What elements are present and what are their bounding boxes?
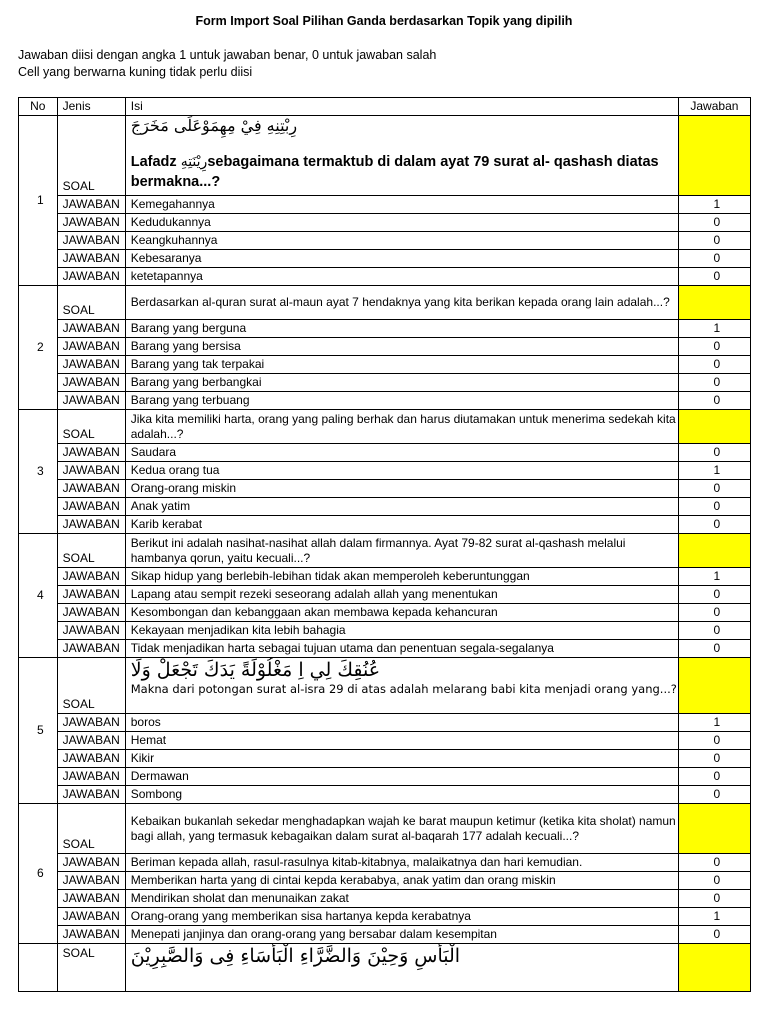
answer-text[interactable]: Saudara <box>125 444 678 462</box>
answer-value[interactable]: 0 <box>678 768 750 786</box>
answer-value[interactable]: 0 <box>678 732 750 750</box>
jawaban-label: JAWABAN <box>57 750 125 768</box>
answer-row <box>19 250 751 268</box>
question-row <box>19 534 751 568</box>
form-title: Form Import Soal Pilihan Ganda berdasarkan Topik yang dipilih <box>195 14 573 28</box>
answer-value[interactable]: 1 <box>678 908 750 926</box>
jawaban-label: JAWABAN <box>57 622 125 640</box>
answer-text[interactable]: Keangkuhannya <box>125 232 678 250</box>
answer-text[interactable]: Anak yatim <box>125 498 678 516</box>
answer-value[interactable]: 0 <box>678 498 750 516</box>
answer-text[interactable]: Barang yang tak terpakai <box>125 356 678 374</box>
answer-value[interactable]: 0 <box>678 214 750 232</box>
answer-text[interactable]: Orang-orang miskin <box>125 480 678 498</box>
answer-row <box>19 480 751 498</box>
jawaban-label: JAWABAN <box>57 714 125 732</box>
answer-row <box>19 232 751 250</box>
answer-value[interactable]: 0 <box>678 872 750 890</box>
answer-row <box>19 732 751 750</box>
question-row <box>19 658 751 714</box>
jawaban-label: JAWABAN <box>57 890 125 908</box>
answer-row <box>19 768 751 786</box>
answer-text[interactable]: Tidak menjadikan harta sebagai tujuan utama dan penentuan segala-segalanya <box>125 640 678 658</box>
answer-row <box>19 392 751 410</box>
answer-text[interactable]: Kesombongan dan kebanggaan akan membawa kepada kehancuran <box>125 604 678 622</box>
question-row <box>19 944 751 992</box>
answer-text[interactable]: Barang yang bersisa <box>125 338 678 356</box>
jawaban-label: JAWABAN <box>57 268 125 286</box>
instruction-line-2: Cell yang berwarna kuning tidak perlu diisi <box>18 65 253 79</box>
soal-label: SOAL <box>57 804 125 854</box>
jawaban-label: JAWABAN <box>57 392 125 410</box>
question-text: Makna dari potongan surat al-isra 29 di atas adalah melarang babi kita menjadi orang yang...? <box>130 682 677 696</box>
arabic-verse: الْبَأْسِ وَحِيْنَ وَالضَّرَّاءِ الْبَأْسَاءِ فِى وَالصَّبِرِيْنَ <box>130 945 461 967</box>
answer-text[interactable]: ketetapannya <box>125 268 678 286</box>
question-text[interactable]: Kebaikan bukanlah sekedar menghadapkan wajah ke barat maupun ketimur (ketika kita sholat) namun bagi allah, yang termasuk kebagaikan dalam surat al-baqarah 177 adalah kecuali...? <box>125 804 678 854</box>
soal-label: SOAL <box>57 116 125 196</box>
answer-value[interactable]: 0 <box>678 480 750 498</box>
answer-value[interactable]: 0 <box>678 356 750 374</box>
question-text: sebagaimana termaktub di dalam ayat 79 surat al- qashash diatas bermakna...? <box>130 154 659 190</box>
question-cell[interactable] <box>125 658 678 714</box>
answer-text[interactable]: Kikir <box>125 750 678 768</box>
jawaban-label: JAWABAN <box>57 516 125 534</box>
answer-row <box>19 640 751 658</box>
answer-value[interactable]: 0 <box>678 444 750 462</box>
jawaban-label: JAWABAN <box>57 462 125 480</box>
question-group-2 <box>19 286 751 410</box>
question-number: 6 <box>19 804 58 944</box>
jawaban-label: JAWABAN <box>57 908 125 926</box>
answer-key-blank <box>678 804 750 854</box>
question-text[interactable]: Jika kita memiliki harta, orang yang paling berhak dan harus diutamakan untuk menerima sedekah kita adalah...? <box>125 410 678 444</box>
jawaban-label: JAWABAN <box>57 356 125 374</box>
question-text[interactable]: Berikut ini adalah nasihat-nasihat allah dalam firmannya. Ayat 79-82 surat al-qashash melalui hambanya qorun, yaitu kecuali...? <box>125 534 678 568</box>
question-text-prefix: Lafadz <box>130 154 177 170</box>
answer-value[interactable]: 0 <box>678 640 750 658</box>
question-group-3 <box>19 410 751 534</box>
question-text[interactable]: Berdasarkan al-quran surat al-maun ayat 7 hendaknya yang kita berikan kepada orang lain adalah...? <box>125 286 678 320</box>
header-no: No <box>19 98 58 116</box>
jawaban-label: JAWABAN <box>57 640 125 658</box>
answer-row <box>19 320 751 338</box>
answer-key-blank <box>678 410 750 444</box>
answer-value[interactable]: 1 <box>678 568 750 586</box>
question-number: 2 <box>19 286 58 410</box>
answer-text[interactable]: Hemat <box>125 732 678 750</box>
answer-text[interactable]: Kekayaan menjadikan kita lebih bahagia <box>125 622 678 640</box>
soal-label: SOAL <box>57 658 125 714</box>
jawaban-label: JAWABAN <box>57 786 125 804</box>
answer-text[interactable]: Karib kerabat <box>125 516 678 534</box>
header-row <box>19 98 751 116</box>
answer-value[interactable]: 0 <box>678 622 750 640</box>
answer-row <box>19 714 751 732</box>
answer-value[interactable]: 1 <box>678 196 750 214</box>
question-number: 1 <box>19 116 58 286</box>
answer-text[interactable]: Sikap hidup yang berlebih-lebihan tidak akan memperoleh keberuntunggan <box>125 568 678 586</box>
question-cell[interactable] <box>125 116 678 196</box>
soal-label: SOAL <box>57 944 125 992</box>
question-row <box>19 804 751 854</box>
soal-label: SOAL <box>57 534 125 568</box>
question-group-6 <box>19 804 751 944</box>
answer-row <box>19 338 751 356</box>
instruction-line-1: Jawaban diisi dengan angka 1 untuk jawaban benar, 0 untuk jawaban salah <box>18 48 437 62</box>
answer-row <box>19 462 751 480</box>
answer-text[interactable]: Mendirikan sholat dan menunaikan zakat <box>125 890 678 908</box>
answer-value[interactable]: 0 <box>678 338 750 356</box>
answer-value[interactable]: 0 <box>678 854 750 872</box>
answer-row <box>19 516 751 534</box>
answer-value[interactable]: 0 <box>678 750 750 768</box>
answer-row <box>19 854 751 872</box>
jawaban-label: JAWABAN <box>57 196 125 214</box>
answer-text[interactable]: Memberikan harta yang di cintai kepda kerababya, anak yatim dan orang miskin <box>125 872 678 890</box>
answer-row <box>19 444 751 462</box>
jawaban-label: JAWABAN <box>57 872 125 890</box>
jawaban-label: JAWABAN <box>57 604 125 622</box>
answer-row <box>19 926 751 944</box>
answer-value[interactable]: 1 <box>678 714 750 732</box>
answer-value[interactable]: 0 <box>678 516 750 534</box>
question-number: 5 <box>19 658 58 804</box>
soal-label: SOAL <box>57 286 125 320</box>
header-jenis: Jenis <box>57 98 125 116</box>
answer-value[interactable]: 0 <box>678 604 750 622</box>
answer-value[interactable]: 0 <box>678 268 750 286</box>
answer-value[interactable]: 0 <box>678 374 750 392</box>
answer-text[interactable]: Kebesaranya <box>125 250 678 268</box>
answer-row <box>19 908 751 926</box>
answer-key-blank <box>678 658 750 714</box>
answer-row <box>19 586 751 604</box>
answer-text[interactable]: Kedudukannya <box>125 214 678 232</box>
answer-row <box>19 604 751 622</box>
answer-text[interactable]: Dermawan <box>125 768 678 786</box>
jawaban-label: JAWABAN <box>57 338 125 356</box>
answer-row <box>19 214 751 232</box>
answer-row <box>19 268 751 286</box>
jawaban-label: JAWABAN <box>57 768 125 786</box>
question-group-7 <box>19 944 751 992</box>
answer-value[interactable]: 0 <box>678 250 750 268</box>
question-number <box>19 944 58 992</box>
answer-text[interactable]: Lapang atau sempit rezeki seseorang adalah allah yang menentukan <box>125 586 678 604</box>
jawaban-label: JAWABAN <box>57 586 125 604</box>
question-number: 4 <box>19 534 58 658</box>
answer-value[interactable]: 0 <box>678 586 750 604</box>
answer-value[interactable]: 0 <box>678 232 750 250</box>
answer-key-blank <box>678 534 750 568</box>
question-row <box>19 286 751 320</box>
answer-row <box>19 750 751 768</box>
answer-row <box>19 786 751 804</box>
jawaban-label: JAWABAN <box>57 854 125 872</box>
answer-value[interactable]: 0 <box>678 890 750 908</box>
question-table <box>18 97 751 992</box>
answer-value[interactable]: 1 <box>678 320 750 338</box>
answer-text[interactable]: Barang yang terbuang <box>125 392 678 410</box>
question-row <box>19 116 751 196</box>
answer-value[interactable]: 0 <box>678 392 750 410</box>
arabic-verse: عُنُقِكَ لِي اِ مَغْلُوْلَةً يَدَكَ تَجْعَلْ وَلَا <box>130 659 381 681</box>
answer-text[interactable]: Barang yang berbangkai <box>125 374 678 392</box>
question-row <box>19 410 751 444</box>
answer-text[interactable]: Barang yang berguna <box>125 320 678 338</box>
jawaban-label: JAWABAN <box>57 214 125 232</box>
answer-text[interactable]: Orang-orang yang memberikan sisa hartanya kepda kerabatnya <box>125 908 678 926</box>
answer-text[interactable]: Beriman kepada allah, rasul-rasulnya kitab-kitabnya, malaikatnya dan hari kemudian. <box>125 854 678 872</box>
jawaban-label: JAWABAN <box>57 732 125 750</box>
soal-label: SOAL <box>57 410 125 444</box>
jawaban-label: JAWABAN <box>57 232 125 250</box>
question-number: 3 <box>19 410 58 534</box>
answer-row <box>19 498 751 516</box>
jawaban-label: JAWABAN <box>57 374 125 392</box>
answer-row <box>19 568 751 586</box>
jawaban-label: JAWABAN <box>57 444 125 462</box>
answer-row <box>19 356 751 374</box>
answer-row <box>19 374 751 392</box>
arabic-verse: رِبْتِنِهِ فِيْ مِهِمَوْعَلَى مَخَرَجَ <box>130 116 298 135</box>
arabic-inline-word: رِيْنَتِهِ <box>180 154 208 170</box>
answer-text[interactable]: Kemegahannya <box>125 196 678 214</box>
answer-text[interactable]: Sombong <box>125 786 678 804</box>
header-isi: Isi <box>125 98 678 116</box>
jawaban-label: JAWABAN <box>57 926 125 944</box>
answer-value[interactable]: 1 <box>678 462 750 480</box>
answer-key-blank <box>678 116 750 196</box>
jawaban-label: JAWABAN <box>57 320 125 338</box>
question-cell[interactable] <box>125 944 678 992</box>
answer-value[interactable]: 0 <box>678 926 750 944</box>
question-group-4 <box>19 534 751 658</box>
answer-key-blank <box>678 286 750 320</box>
answer-text[interactable]: Menepati janjinya dan orang-orang yang bersabar dalam kesempitan <box>125 926 678 944</box>
answer-row <box>19 872 751 890</box>
answer-value[interactable]: 0 <box>678 786 750 804</box>
answer-row <box>19 196 751 214</box>
answer-text[interactable]: Kedua orang tua <box>125 462 678 480</box>
question-group-5 <box>19 658 751 804</box>
jawaban-label: JAWABAN <box>57 568 125 586</box>
answer-key-blank <box>678 944 750 992</box>
answer-row <box>19 622 751 640</box>
question-group-1 <box>19 116 751 286</box>
answer-text[interactable]: boros <box>125 714 678 732</box>
header-jawaban: Jawaban <box>678 98 750 116</box>
jawaban-label: JAWABAN <box>57 498 125 516</box>
jawaban-label: JAWABAN <box>57 480 125 498</box>
jawaban-label: JAWABAN <box>57 250 125 268</box>
answer-row <box>19 890 751 908</box>
